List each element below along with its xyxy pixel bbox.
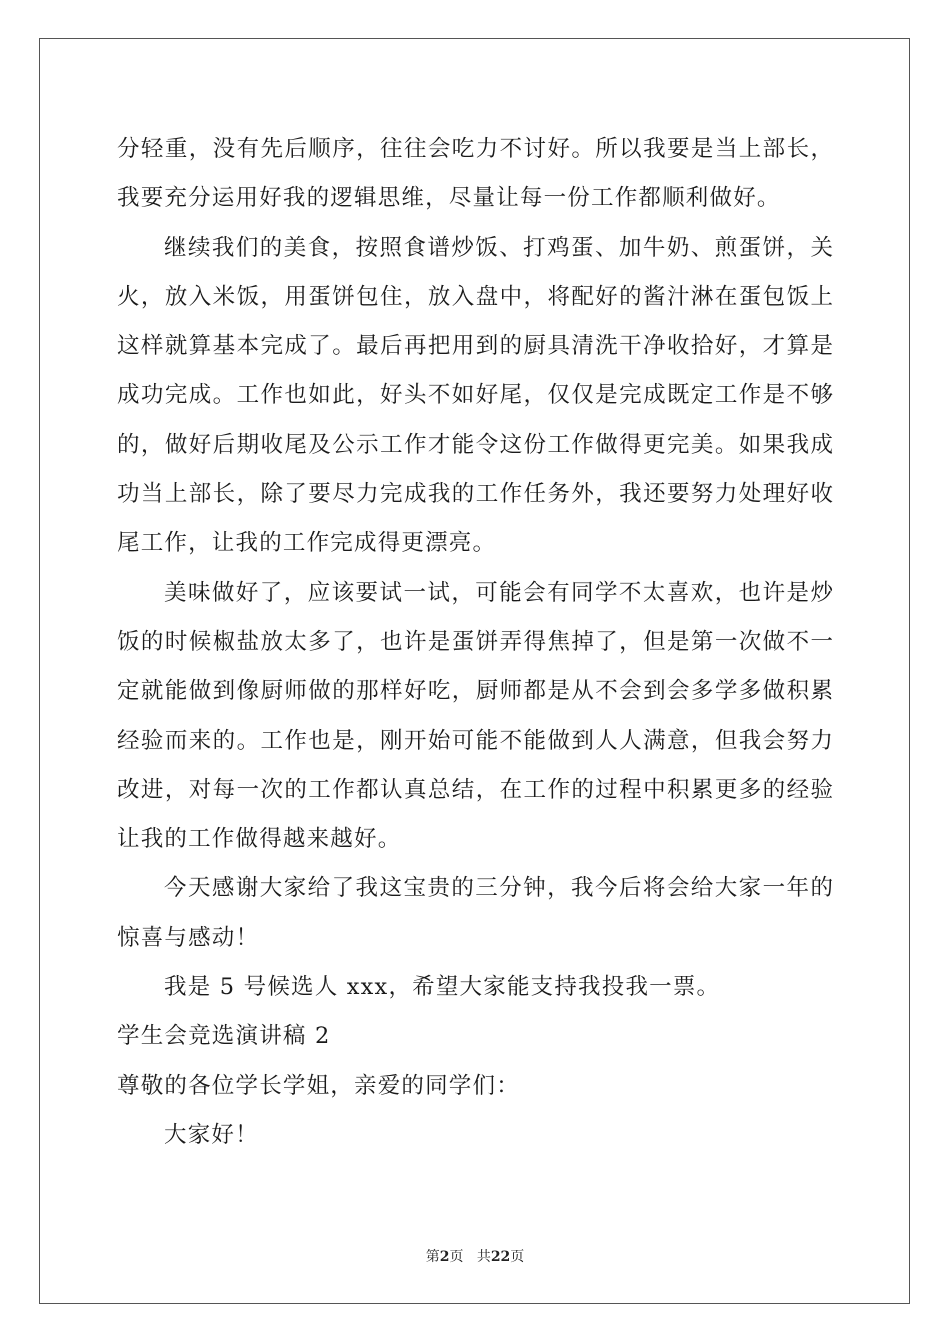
text-line: 继续我们的美食，按照食谱炒饭、打鸡蛋、加牛奶、煎蛋饼，关 bbox=[164, 234, 833, 261]
total-pages: 22 bbox=[490, 1249, 511, 1265]
text-line: 分轻重，没有先后顺序，往往会吃力不讨好。所以我要是当上部长， bbox=[117, 136, 833, 162]
text-line: 火，放入米饭，用蛋饼包住，放入盘中，将配好的酱汁淋在蛋包饭上 bbox=[117, 283, 833, 310]
text-line: 尊敬的各位学长学姐，亲爱的同学们： bbox=[117, 1072, 520, 1099]
document-body bbox=[117, 125, 833, 1160]
page-number: 2 bbox=[439, 1249, 450, 1265]
text-line: 惊喜与感动！ bbox=[117, 924, 260, 951]
text-line: 尾工作，让我的工作完成得更漂亮。 bbox=[117, 530, 497, 557]
text-line: 改进，对每一次的工作都认真总结，在工作的过程中积累更多的经验 bbox=[117, 776, 833, 803]
page-suffix: 页 bbox=[449, 1249, 464, 1265]
page-prefix: 第 bbox=[425, 1249, 440, 1265]
text-line: 经验而来的。工作也是，刚开始可能不能做到人人满意，但我会努力 bbox=[117, 727, 833, 754]
text-line: 美味做好了，应该要试一试，可能会有同学不太喜欢，也许是炒 bbox=[164, 579, 833, 606]
text-line: 这样就算基本完成了。最后再把用到的厨具清洗干净收拾好，才算是 bbox=[117, 333, 833, 360]
text-line: 大家好！ bbox=[164, 1121, 259, 1148]
text-line: 功当上部长，除了要尽力完成我的工作任务外，我还要努力处理好收 bbox=[117, 481, 833, 508]
page-footer bbox=[0, 1248, 950, 1266]
text-line: 学生会竞选演讲稿 2 bbox=[117, 1023, 331, 1050]
text-line: 今天感谢大家给了我这宝贵的三分钟，我今后将会给大家一年的 bbox=[164, 875, 833, 902]
text-line: 饭的时候椒盐放太多了，也许是蛋饼弄得焦掉了，但是第一次做不一 bbox=[117, 628, 833, 655]
text-line: 成功完成。工作也如此，好头不如好尾，仅仅是完成既定工作是不够 bbox=[117, 382, 833, 409]
text-line: 让我的工作做得越来越好。 bbox=[117, 826, 402, 853]
total-suffix: 页 bbox=[510, 1249, 525, 1265]
text-line: 定就能做到像厨师做的那样好吃，厨师都是从不会到会多学多做积累 bbox=[117, 678, 833, 705]
text-line: 的，做好后期收尾及公示工作才能令这份工作做得更完美。如果我成 bbox=[117, 431, 833, 458]
text-line: 我要充分运用好我的逻辑思维，尽量让每一份工作都顺利做好。 bbox=[117, 185, 781, 212]
total-prefix: 共 bbox=[476, 1249, 491, 1265]
text-line: 我是 5 号候选人 xxx，希望大家能支持我投我一票。 bbox=[164, 974, 721, 1001]
